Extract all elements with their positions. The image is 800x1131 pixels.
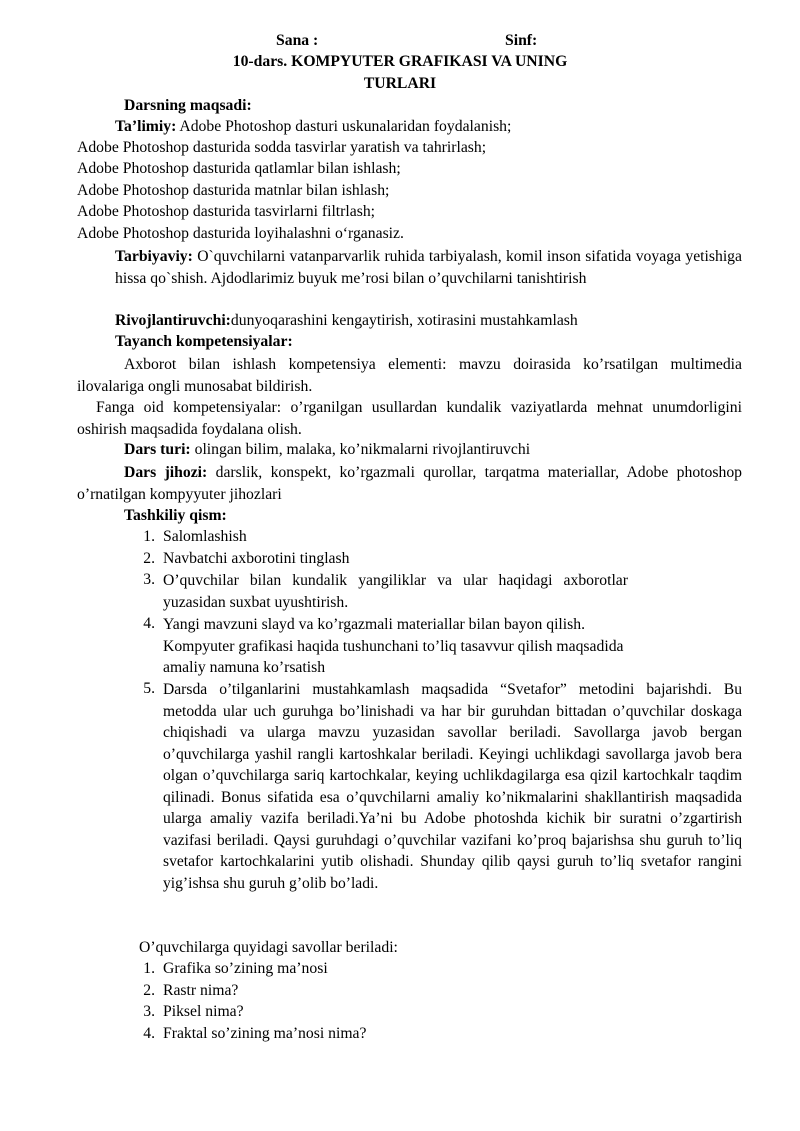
talimiy-text: Adobe Photoshop dasturi uskunalaridan foydalanish; — [176, 118, 512, 135]
tashkiliy-item: Salomlashish — [163, 528, 247, 545]
dars-turi-line — [124, 440, 530, 460]
dars-jihozi-text: darslik, konspekt, ko’rgazmali qurollar, tarqatma materiallar, Adobe photoshop o’rnatilgan kompyyuter jihozlari — [77, 464, 743, 503]
talimiy-label: Ta’limiy: — [115, 118, 177, 135]
talimiy-item: Adobe Photoshop dasturida sodda tasvirlar yaratish va tahrirlash; — [77, 139, 487, 156]
talimiy-line — [115, 117, 511, 137]
dars-turi-text: olingan bilim, malaka, ko’nikmalarni rivojlantiruvchi — [190, 441, 531, 458]
list-number: 2. — [143, 550, 155, 567]
list-number: 1. — [143, 528, 155, 545]
page-title-line2: TURLARI — [363, 75, 437, 92]
talimiy-item: Adobe Photoshop dasturida matnlar bilan ishlash; — [77, 182, 390, 199]
talimiy-item: Adobe Photoshop dasturida loyihalashni o‘rganasiz. — [77, 225, 404, 242]
axborot-paragraph: Axborot bilan ishlash kompetensiya elementi: mavzu doirasida ko’rsatilgan multimedia ilovalariga ongli munosabat bildirish. — [77, 356, 742, 395]
savol-item: Piksel nima? — [163, 1003, 244, 1020]
rivoj-line — [115, 311, 578, 331]
sinf-label: Sinf: — [505, 32, 538, 49]
savol-item: Rastr nima? — [163, 982, 239, 999]
tarbiyaviy-paragraph — [115, 246, 742, 289]
tarbiyaviy-label: Tarbiyaviy: — [115, 248, 193, 265]
dars-jihozi-label: Dars jihozi: — [124, 464, 208, 481]
savollar-intro: O’quvchilarga quyidagi savollar beriladi: — [139, 939, 398, 956]
list-number: 4. — [143, 615, 155, 632]
tashkiliy-item: Darsda o’tilganlarini mustahkamlash maqsadida “Svetafor” metodini bajarishdi. Bu metodda ular uch guruhga bo’linishadi va har bir guruhdan bittadan o’quvchilar doskaga chiqishadi va ularga mavzu yuzasidan savollar beriladi. Savollarga javob bergan o’quvchilarga yashil rangli kartoshkalar beriladi. Keyingi uchlikdagi savollarga javob bera olgan o’quvchilarga sariq kartochkalar, keying uchlikdagilarga esa qizil kartochkalr taqdim qilinadi. Bonus sifatida esa o’quvchilarni amaliy ko’nikmalarini shakllantirish maqsadida ularga amaliy vazifa beriladi.Ya’ni bu Adobe photoshda kichik bir suratni o’zgartirish vazifasi beriladi. Qaysi guruhdagi o’quvchilar vazifani ko’proq bajarishsa shu guruh to’liq svetafor kartochkalarini yutib olishadi. Shunday qilib qaysi guruh to’liq svetafor rangini yig’ishsa shu guruh g’olib bo’ladi. — [163, 681, 742, 892]
talimiy-item: Adobe Photoshop dasturida qatlamlar bilan ishlash; — [77, 160, 401, 177]
page-title-line1: 10-dars. KOMPYUTER GRAFIKASI VA UNING — [232, 53, 568, 70]
savol-item: Grafika so’zining ma’nosi — [163, 960, 328, 977]
fanga-paragraph: Fanga oid kompetensiyalar: o’rganilgan usullardan kundalik vaziyatlarda mehnat unumdorligini oshirish maqsadida foydalana olish. — [77, 399, 742, 438]
dars-jihozi-paragraph — [77, 462, 742, 505]
talimiy-item: Adobe Photoshop dasturida tasvirlarni filtrlash; — [77, 203, 376, 220]
list-number: 3. — [143, 571, 155, 588]
tashkiliy-item: O’quvchilar bilan kundalik yangiliklar va ular haqidagi axborotlar yuzasidan suxbat uyushtirish. — [163, 572, 628, 611]
rivoj-label: Rivojlantiruvchi: — [115, 312, 231, 329]
tashkiliy-heading: Tashkiliy qism: — [124, 507, 227, 524]
dars-turi-label: Dars turi: — [124, 441, 191, 458]
sana-label: Sana : — [276, 32, 319, 49]
rivoj-text: dunyoqarashini kengaytirish, xotirasini mustahkamlash — [230, 312, 578, 329]
tashkiliy-item: Yangi mavzuni slayd va ko’rgazmali materiallar bilan bayon qilish. Kompyuter grafikasi haqida tushunchani to’liq tasavvur qilish maqsadida amaliy namuna ko’rsatish — [163, 616, 624, 676]
savol-item: Fraktal so’zining ma’nosi nima? — [163, 1025, 367, 1042]
list-number: 3. — [143, 1003, 155, 1020]
list-number: 5. — [143, 680, 155, 697]
list-number: 1. — [143, 960, 155, 977]
kompetensiya-heading: Tayanch kompetensiyalar: — [115, 333, 293, 350]
tarbiyaviy-text: O`quvchilarni vatanparvarlik ruhida tarbiyalash, komil inson sifatida voyaga yetishiga hissa qo`shish. Ajdodlarimiz buyuk me’rosi bilan o’quvchilarni tanishtirish — [115, 248, 742, 287]
list-number: 4. — [143, 1025, 155, 1042]
list-number: 2. — [143, 982, 155, 999]
maqsad-heading: Darsning maqsadi: — [124, 97, 252, 114]
tashkiliy-item: Navbatchi axborotini tinglash — [163, 550, 350, 567]
